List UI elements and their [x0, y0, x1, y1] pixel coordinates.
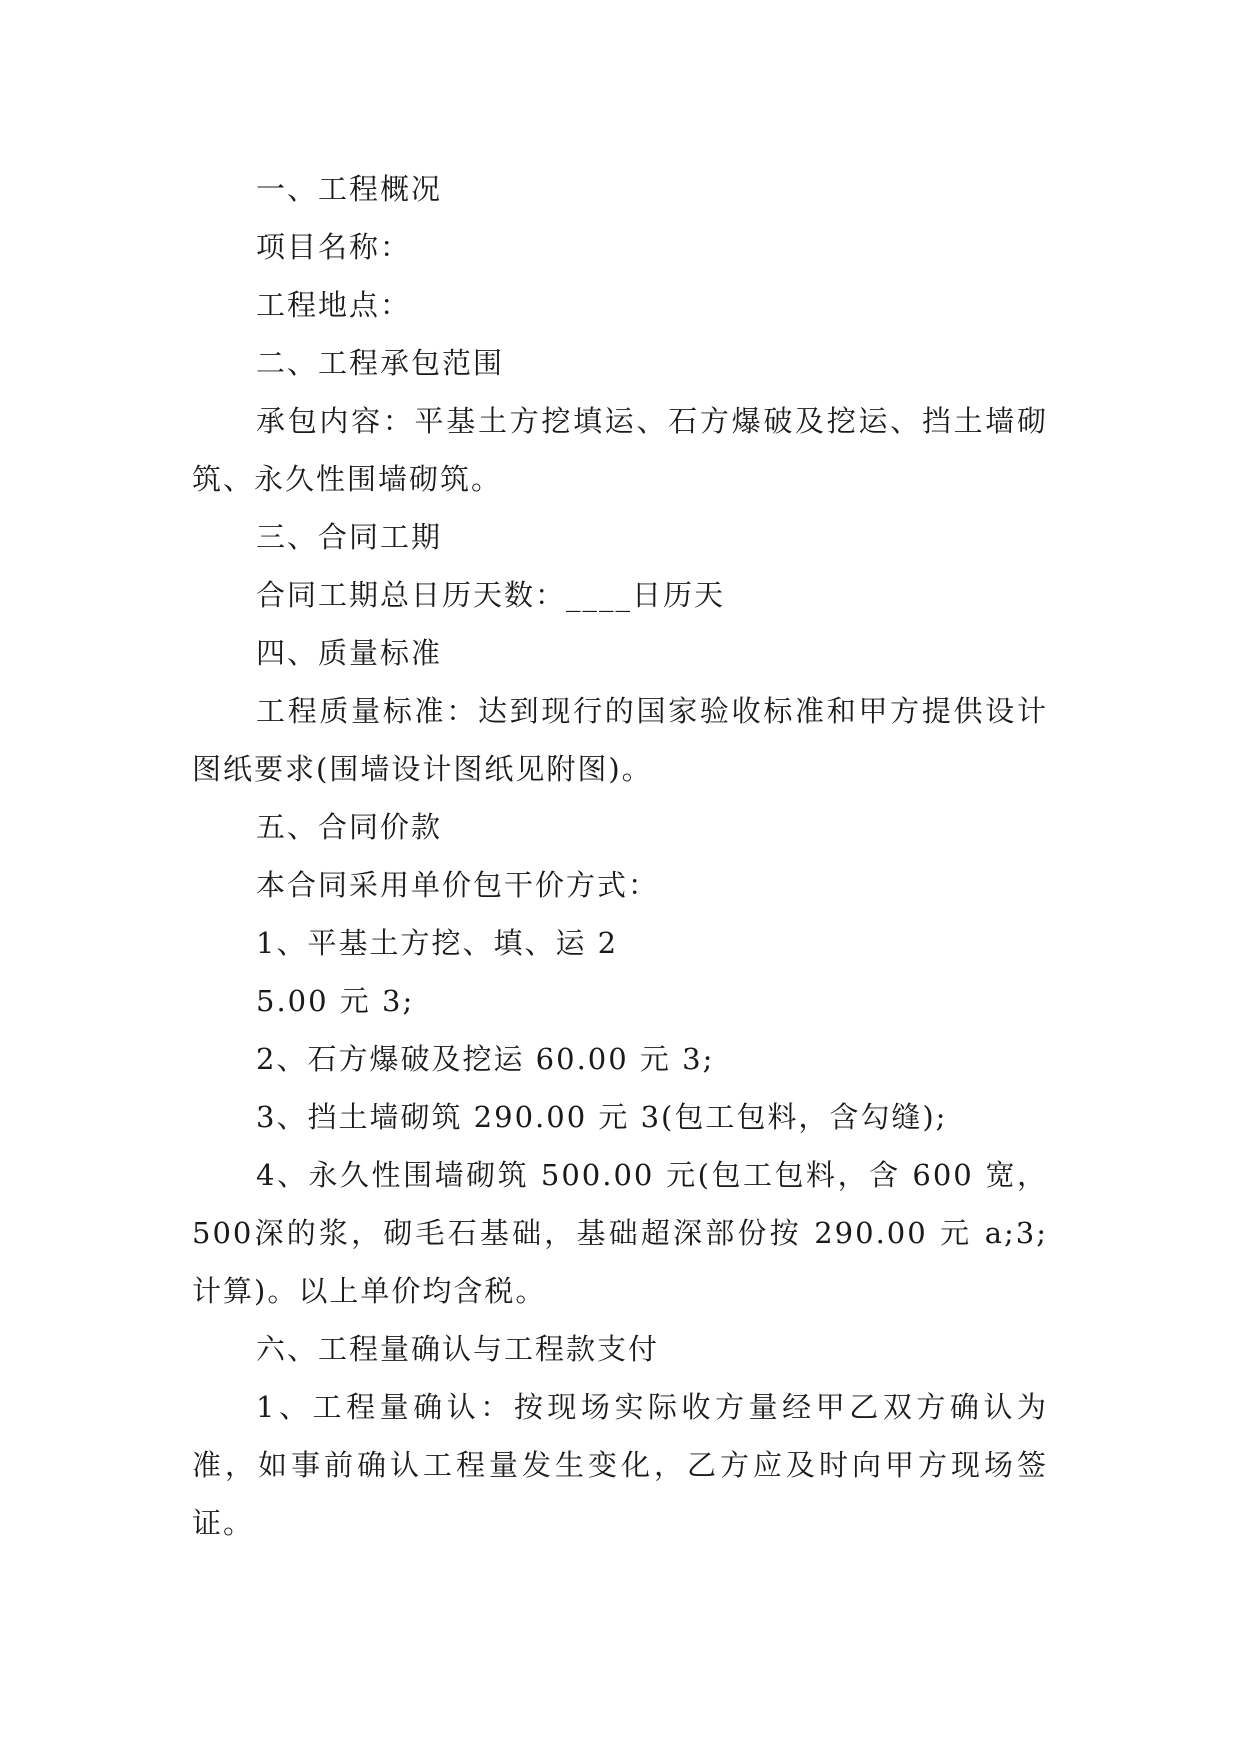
payment-item-1: 1、工程量确认：按现场实际收方量经甲乙双方确认为准，如事前确认工程量发生变化，乙方应及时向甲方现场签证。: [192, 1390, 1048, 1540]
price-method-paragraph: 本合同采用单价包干价方式：: [256, 868, 660, 902]
section-heading-scope: 二、工程承包范围: [256, 346, 505, 380]
project-name-field: 项目名称：: [256, 230, 412, 264]
price-item-3: 3、挡土墙砌筑 290.00 元 3(包工包料，含勾缝);: [256, 1100, 948, 1134]
document-body: [192, 160, 1048, 1552]
project-location-field: 工程地点：: [256, 288, 412, 322]
quality-paragraph: 工程质量标准：达到现行的国家验收标准和甲方提供设计图纸要求(围墙设计图纸见附图)。: [192, 694, 1048, 786]
price-item-2: 2、石方爆破及挖运 60.00 元 3;: [256, 1042, 715, 1076]
price-item-1: 1、平基土方挖、填、运 2: [256, 926, 619, 960]
section-heading-price: 五、合同价款: [256, 810, 443, 844]
scope-content-paragraph: 承包内容：平基土方挖填运、石方爆破及挖运、挡土墙砌筑、永久性围墙砌筑。: [192, 404, 1048, 496]
price-item-4: 4、永久性围墙砌筑 500.00 元(包工包料，含 600 宽，500深的浆，砌毛石基础，基础超深部份按 290.00 元 a;3;计算)。以上单价均含税。: [192, 1158, 1048, 1308]
duration-paragraph: 合同工期总日历天数：____日历天: [256, 578, 726, 612]
section-heading-duration: 三、合同工期: [256, 520, 443, 554]
price-item-1-continued: 5.00 元 3;: [256, 984, 415, 1018]
section-heading-quality: 四、质量标准: [256, 636, 443, 670]
section-heading-payment: 六、工程量确认与工程款支付: [256, 1332, 660, 1366]
section-heading-overview: 一、工程概况: [256, 172, 443, 206]
